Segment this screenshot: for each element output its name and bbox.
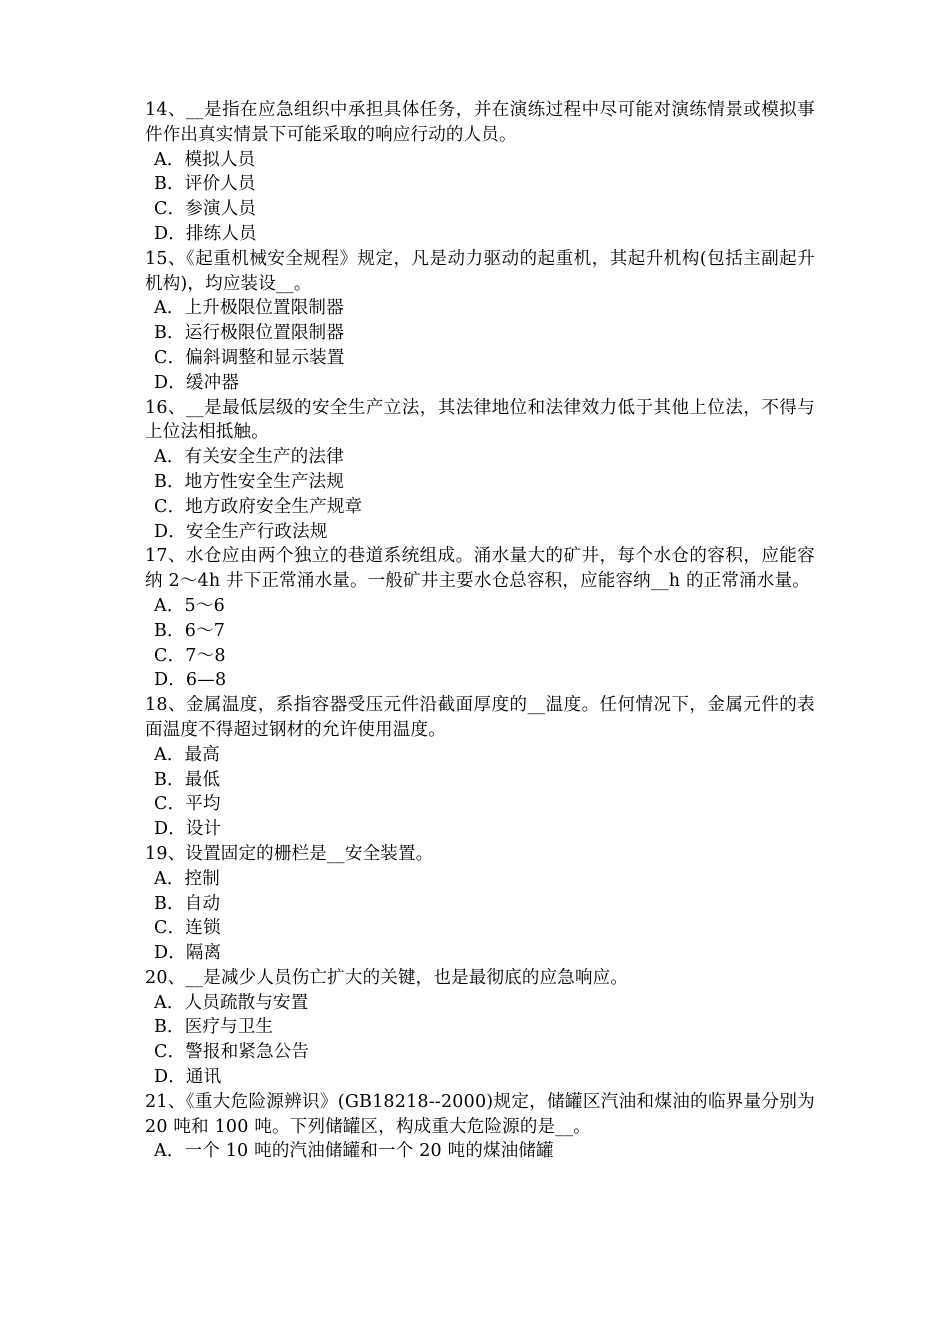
option-a: A．模拟人员 — [154, 149, 256, 170]
option-b: B．自动 — [154, 893, 221, 914]
option-d: D．通讯 — [154, 1067, 222, 1088]
option-d: D．6—8 — [154, 670, 227, 691]
question-stem: 17、水仓应由两个独立的巷道系统组成。涌水量大的矿井，每个水仓的容积，应能容纳 2～4h 井下正常涌水量。一般矿井主要水仓总容积，应能容纳__h 的正常涌水量。 — [145, 546, 815, 592]
question-15 — [145, 247, 815, 396]
option-b: B．评价人员 — [154, 174, 256, 195]
option-d: D．设计 — [154, 819, 222, 840]
question-stem: 20、__是减少人员伤亡扩大的关键，也是最彻底的应急响应。 — [145, 967, 629, 988]
question-list — [145, 98, 815, 1164]
option-d: D．隔离 — [154, 943, 222, 964]
question-14 — [145, 98, 815, 247]
question-stem: 19、设置固定的栅栏是__安全装置。 — [145, 843, 434, 864]
option-a: A．人员疏散与安置 — [154, 992, 309, 1013]
option-d: D．排练人员 — [154, 223, 257, 244]
option-c: C．地方政府安全生产规章 — [154, 496, 363, 517]
option-a: A．一个 10 吨的汽油储罐和一个 20 吨的煤油储罐 — [154, 1141, 554, 1162]
question-20 — [145, 966, 815, 1090]
question-stem: 21、《重大危险源辨识》(GB18218--2000)规定，储罐区汽油和煤油的临界量分别为 20 吨和 100 吨。下列储罐区，构成重大危险源的是__。 — [145, 1091, 815, 1137]
option-c: C．警报和紧急公告 — [154, 1042, 310, 1063]
question-19 — [145, 842, 815, 966]
option-b: B．6～7 — [154, 620, 226, 641]
option-b: B．医疗与卫生 — [154, 1017, 274, 1038]
option-a: A．控制 — [154, 868, 220, 889]
option-c: C．连锁 — [154, 918, 221, 939]
option-a: A．5～6 — [154, 595, 225, 616]
option-a: A．上升极限位置限制器 — [154, 298, 344, 319]
option-c: C．参演人员 — [154, 199, 257, 220]
question-21 — [145, 1090, 815, 1164]
question-stem: 14、__是指在应急组织中承担具体任务，并在演练过程中尽可能对演练情景或模拟事件作出真实情景下可能采取的响应行动的人员。 — [145, 100, 815, 145]
option-c: C．偏斜调整和显示装置 — [154, 347, 345, 368]
option-b: B．地方性安全生产法规 — [154, 471, 345, 492]
question-17 — [145, 544, 815, 693]
option-a: A．有关安全生产的法律 — [154, 447, 344, 468]
option-d: D．安全生产行政法规 — [154, 521, 328, 542]
option-d: D．缓冲器 — [154, 372, 240, 393]
question-stem: 18、金属温度，系指容器受压元件沿截面厚度的__温度。任何情况下，金属元件的表面温度不得超过钢材的允许使用温度。 — [145, 695, 815, 740]
option-c: C．平均 — [154, 794, 221, 815]
option-b: B．最低 — [154, 769, 221, 790]
option-a: A．最高 — [154, 744, 220, 765]
question-16 — [145, 396, 815, 545]
question-stem: 16、__是最低层级的安全生产立法，其法律地位和法律效力低于其他上位法，不得与上位法相抵触。 — [145, 397, 815, 443]
question-18 — [145, 693, 815, 842]
option-c: C．7～8 — [154, 645, 226, 666]
option-b: B．运行极限位置限制器 — [154, 323, 345, 344]
question-stem: 15、《起重机械安全规程》规定，凡是动力驱动的起重机，其起升机构(包括主副起升机构)，均应装设__。 — [145, 248, 815, 294]
